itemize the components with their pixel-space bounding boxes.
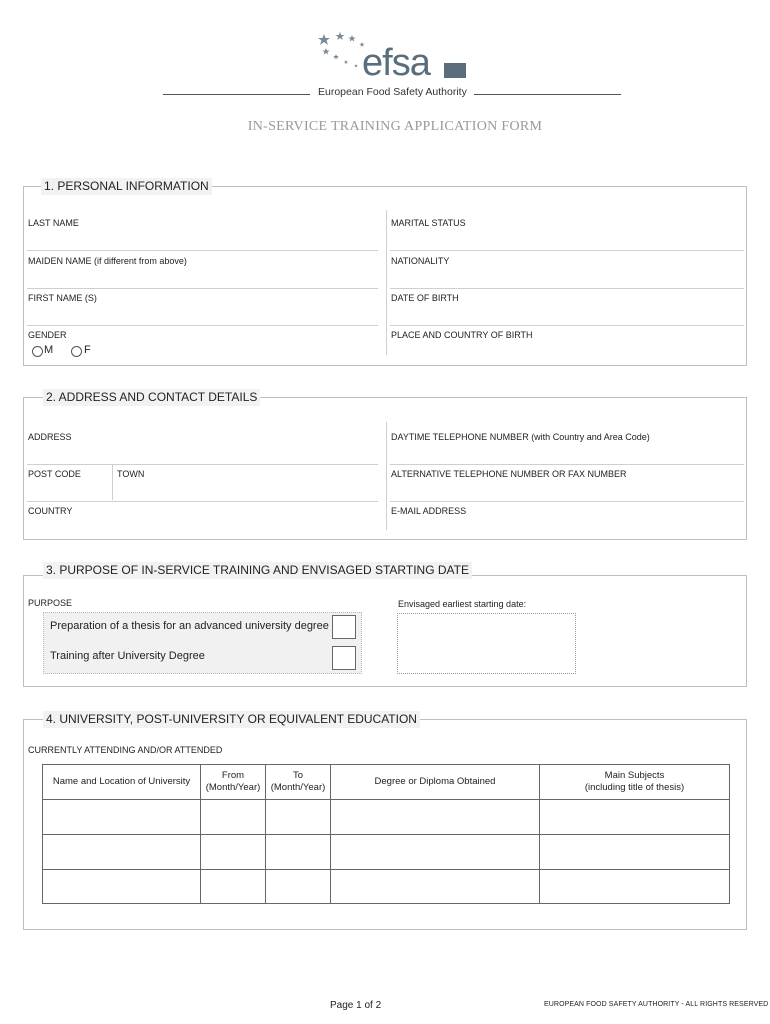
subjects-cell[interactable]	[540, 800, 730, 835]
table-row	[43, 835, 730, 870]
last-name-label: LAST NAME	[28, 218, 79, 228]
col-university-header: Name and Location of University	[43, 765, 201, 800]
from-cell[interactable]	[201, 835, 266, 870]
col-degree-header: Degree or Diploma Obtained	[331, 765, 540, 800]
col-subjects-label: Main Subjects	[604, 770, 665, 781]
address-field[interactable]	[27, 464, 378, 465]
to-cell[interactable]	[266, 800, 331, 835]
col-to-label: To	[292, 770, 304, 781]
education-table	[42, 764, 730, 904]
gender-f-radio[interactable]	[71, 346, 82, 357]
daytime-phone-field[interactable]	[390, 464, 744, 465]
alt-phone-label: ALTERNATIVE TELEPHONE NUMBER OR FAX NUMBER	[391, 469, 627, 479]
copyright-notice: EUROPEAN FOOD SAFETY AUTHORITY - ALL RIGHTS RESERVED	[544, 1001, 769, 1008]
form-title: IN-SERVICE TRAINING APPLICATION FORM	[247, 119, 543, 134]
first-name-label: FIRST NAME (S)	[28, 293, 97, 303]
table-row	[43, 870, 730, 904]
gender-label: GENDER	[28, 330, 67, 340]
purpose-option-thesis-checkbox[interactable]	[332, 615, 356, 639]
last-name-field[interactable]	[27, 250, 378, 251]
start-date-field[interactable]	[397, 613, 576, 674]
maiden-name-field[interactable]	[27, 288, 378, 289]
purpose-option-training-label: Training after University Degree	[50, 650, 205, 662]
section2-divider	[386, 422, 387, 530]
alt-phone-field[interactable]	[390, 501, 744, 502]
education-subtitle: CURRENTLY ATTENDING AND/OR ATTENDED	[28, 745, 223, 755]
section4-title: 4. UNIVERSITY, POST-UNIVERSITY OR EQUIVALENT EDUCATION	[43, 711, 420, 728]
subjects-cell[interactable]	[540, 835, 730, 870]
to-cell[interactable]	[266, 870, 331, 904]
logo-text: efsa	[362, 42, 430, 84]
table-row	[43, 800, 730, 835]
gender-m-label: M	[44, 344, 54, 356]
col-to-sublabel: (Month/Year)	[270, 782, 326, 793]
logo-rule-right	[474, 94, 621, 95]
town-label: TOWN	[117, 469, 145, 479]
start-date-label: Envisaged earliest starting date:	[398, 599, 527, 609]
col-to-header	[266, 765, 331, 800]
col-from-header	[201, 765, 266, 800]
degree-cell[interactable]	[331, 870, 540, 904]
gender-m-radio[interactable]	[32, 346, 43, 357]
gender-f-label: F	[84, 344, 91, 356]
col-from-sublabel: (Month/Year)	[205, 782, 261, 793]
col-from-label: From	[221, 770, 245, 781]
education-table-header	[43, 765, 730, 800]
col-subjects-sublabel: (including title of thesis)	[584, 782, 685, 793]
section2-title: 2. ADDRESS AND CONTACT DETAILS	[43, 389, 260, 406]
section3-title: 3. PURPOSE OF IN-SERVICE TRAINING AND ENVISAGED STARTING DATE	[43, 562, 472, 579]
university-cell[interactable]	[43, 870, 201, 904]
nationality-field[interactable]	[390, 288, 744, 289]
country-label: COUNTRY	[28, 506, 73, 516]
logo-rule-left	[163, 94, 310, 95]
to-cell[interactable]	[266, 835, 331, 870]
logo-block	[444, 63, 466, 78]
logo-subtitle: European Food Safety Authority	[318, 86, 467, 98]
purpose-label: PURPOSE	[28, 598, 73, 608]
degree-cell[interactable]	[331, 800, 540, 835]
marital-status-label: MARITAL STATUS	[391, 218, 466, 228]
degree-cell[interactable]	[331, 835, 540, 870]
post-code-town-field[interactable]	[27, 501, 378, 502]
purpose-option-training-checkbox[interactable]	[332, 646, 356, 670]
university-cell[interactable]	[43, 800, 201, 835]
post-code-label: POST CODE	[28, 469, 81, 479]
section1-divider	[386, 210, 387, 355]
email-label: E-MAIL ADDRESS	[391, 506, 467, 516]
date-of-birth-label: DATE OF BIRTH	[391, 293, 459, 303]
section-personal-information	[23, 186, 747, 366]
col-subjects-header	[540, 765, 730, 800]
address-label: ADDRESS	[28, 432, 72, 442]
daytime-phone-label: DAYTIME TELEPHONE NUMBER (with Country and Area Code)	[391, 432, 650, 442]
marital-status-field[interactable]	[390, 250, 744, 251]
maiden-name-label: MAIDEN NAME (if different from above)	[28, 256, 187, 266]
from-cell[interactable]	[201, 800, 266, 835]
place-of-birth-label: PLACE AND COUNTRY OF BIRTH	[391, 330, 533, 340]
first-name-field[interactable]	[27, 325, 378, 326]
subjects-cell[interactable]	[540, 870, 730, 904]
section1-title: 1. PERSONAL INFORMATION	[41, 178, 212, 195]
university-cell[interactable]	[43, 835, 201, 870]
page-number: Page 1 of 2	[330, 1000, 382, 1011]
post-code-divider	[112, 465, 113, 500]
from-cell[interactable]	[201, 870, 266, 904]
nationality-label: NATIONALITY	[391, 256, 450, 266]
purpose-option-thesis-label: Preparation of a thesis for an advanced university degree	[50, 620, 329, 632]
date-of-birth-field[interactable]	[390, 325, 744, 326]
